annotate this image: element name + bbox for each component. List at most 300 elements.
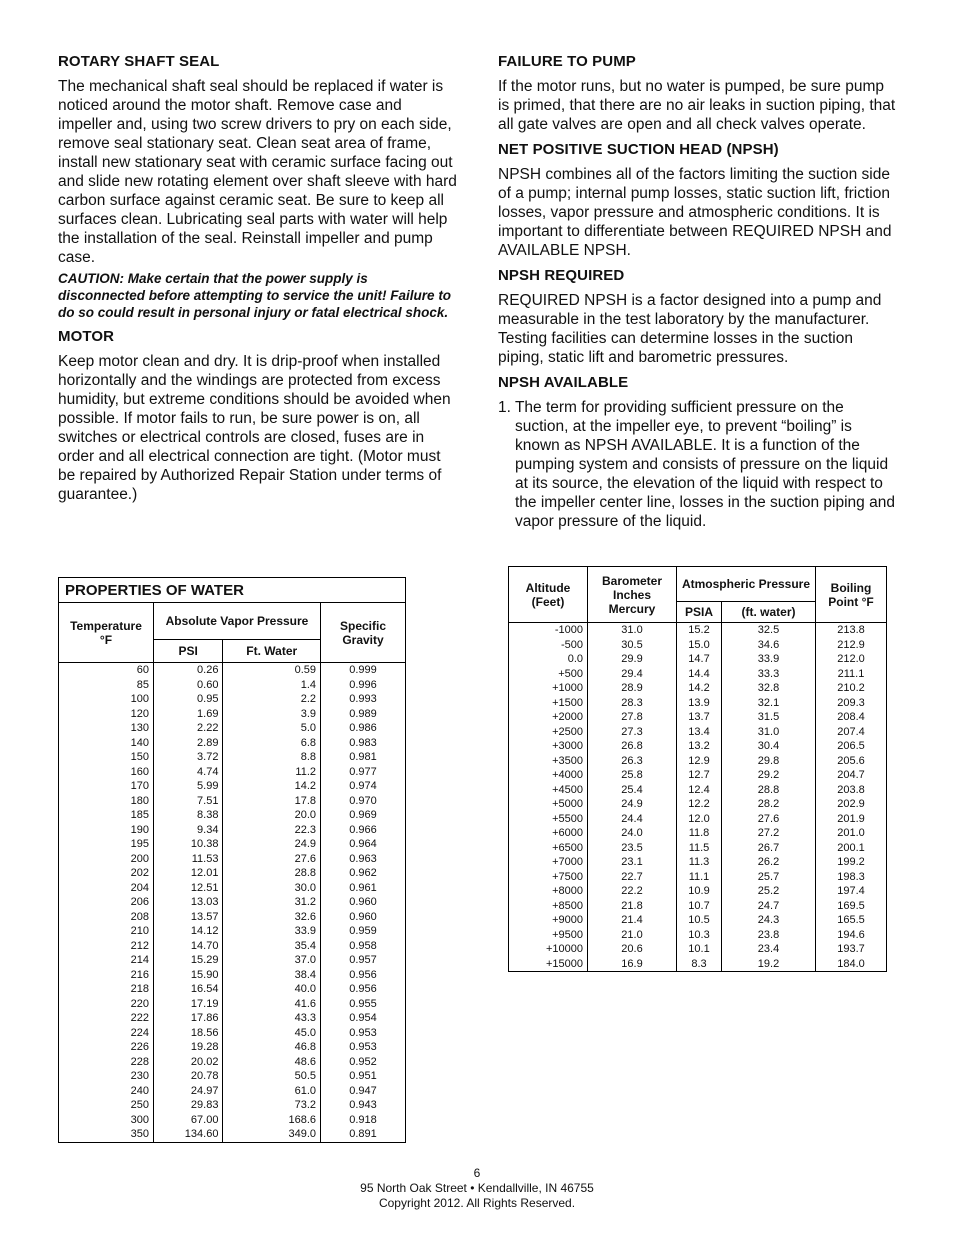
table-cell: 20.0 [223, 808, 321, 823]
failure-to-pump-text: If the motor runs, but no water is pumped, be sure pump is primed, that there are no air leaks in suction piping, that all gate valves are open and all check valves operate. [498, 78, 896, 133]
table-cell: 1.4 [223, 678, 321, 693]
table-cell: 206 [59, 895, 154, 910]
table-cell: 27.8 [588, 710, 677, 725]
table-cell: 214 [59, 953, 154, 968]
table-cell: +8000 [509, 884, 588, 899]
table-cell: 10.9 [677, 884, 722, 899]
table-cell: 0.60 [154, 678, 223, 693]
water-table-row [59, 692, 406, 707]
water-table-row [59, 750, 406, 765]
water-table-row [59, 852, 406, 867]
table-cell: 24.9 [223, 837, 321, 852]
table-cell: 12.01 [154, 866, 223, 881]
footer-address: 95 North Oak Street • Kendallville, IN 46755 [360, 1181, 594, 1195]
rotary-shaft-seal-text: The mechanical shaft seal should be replaced if water is noticed around the motor shaft. Remove case and impeller and, using two screw drivers to pry on each side, remove seal stationary seat. Clean seat area of frame, install new stationary seat with ceramic surface facing out and slide new rotating element over shaft sleeve with hard carbon surface against ceramic seat. Be sure to keep all surfaces clean. Lubricating seal parts with water will help the installation of the seal. Reinstall impeller and pump case. [58, 78, 457, 266]
altitude-table [508, 566, 887, 972]
table-cell: 10.1 [677, 942, 722, 957]
altitude-table-row [509, 739, 887, 754]
footer-copyright: Copyright 2012. All Rights Reserved. [378, 1196, 576, 1210]
table-cell: 29.2 [722, 768, 816, 783]
table-cell: 16.9 [588, 957, 677, 972]
table-cell: 67.00 [154, 1113, 223, 1128]
specific-gravity-header: Specific Gravity [321, 603, 406, 663]
atmospheric-pressure-header: Atmospheric Pressure [677, 567, 816, 602]
table-cell: 16.54 [154, 982, 223, 997]
psia-header: PSIA [677, 602, 722, 623]
table-cell: 0.956 [321, 982, 406, 997]
table-cell: 0.0 [509, 652, 588, 667]
table-cell: 0.969 [321, 808, 406, 823]
table-cell: 10.5 [677, 913, 722, 928]
table-cell: +9500 [509, 928, 588, 943]
table-cell: 14.12 [154, 924, 223, 939]
altitude-table-row [509, 870, 887, 885]
table-cell: 20.6 [588, 942, 677, 957]
table-cell: 35.4 [223, 939, 321, 954]
table-cell: 194.6 [816, 928, 887, 943]
table-cell: 19.28 [154, 1040, 223, 1055]
table-cell: 24.3 [722, 913, 816, 928]
table-cell: 197.4 [816, 884, 887, 899]
rotary-shaft-seal-heading: ROTARY SHAFT SEAL [58, 53, 220, 70]
table-cell: 73.2 [223, 1098, 321, 1113]
table-cell: 210.2 [816, 681, 887, 696]
table-cell: 61.0 [223, 1084, 321, 1099]
table-cell: 0.947 [321, 1084, 406, 1099]
table-cell: 0.59 [223, 663, 321, 678]
table-cell: 11.3 [677, 855, 722, 870]
table-cell: 31.0 [722, 725, 816, 740]
table-cell: 206.5 [816, 739, 887, 754]
table-cell: 228 [59, 1055, 154, 1070]
table-cell: 0.951 [321, 1069, 406, 1084]
table-cell: -1000 [509, 623, 588, 638]
table-cell: 26.8 [588, 739, 677, 754]
table-cell: 0.952 [321, 1055, 406, 1070]
water-table-row [59, 939, 406, 954]
table-cell: 19.2 [722, 957, 816, 972]
table-cell: +6500 [509, 841, 588, 856]
table-cell: 14.4 [677, 667, 722, 682]
table-cell: 0.989 [321, 707, 406, 722]
table-cell: 208 [59, 910, 154, 925]
table-cell: 12.2 [677, 797, 722, 812]
table-cell: 27.6 [722, 812, 816, 827]
table-cell: 27.6 [223, 852, 321, 867]
altitude-table-row [509, 710, 887, 725]
table-cell: 28.8 [223, 866, 321, 881]
table-cell: 85 [59, 678, 154, 693]
table-cell: 15.29 [154, 953, 223, 968]
table-cell: 32.8 [722, 681, 816, 696]
table-cell: 8.3 [677, 957, 722, 972]
water-table-row [59, 721, 406, 736]
water-table-row [59, 808, 406, 823]
table-cell: 14.2 [677, 681, 722, 696]
table-cell: +9000 [509, 913, 588, 928]
table-cell: 10.38 [154, 837, 223, 852]
table-cell: 14.2 [223, 779, 321, 794]
table-cell: 14.7 [677, 652, 722, 667]
table-cell: 23.8 [722, 928, 816, 943]
table-cell: 18.56 [154, 1026, 223, 1041]
table-cell: 15.2 [677, 623, 722, 638]
table-cell: 50.5 [223, 1069, 321, 1084]
table-cell: 203.8 [816, 783, 887, 798]
table-cell: 23.1 [588, 855, 677, 870]
water-table-row [59, 707, 406, 722]
table-cell: 32.5 [722, 623, 816, 638]
table-cell: +2000 [509, 710, 588, 725]
table-cell: 60 [59, 663, 154, 678]
table-cell: 14.70 [154, 939, 223, 954]
table-cell: 211.1 [816, 667, 887, 682]
water-table-row [59, 837, 406, 852]
temperature-header: Temperature °F [59, 603, 154, 663]
altitude-table-row [509, 855, 887, 870]
table-cell: 222 [59, 1011, 154, 1026]
table-cell: 0.993 [321, 692, 406, 707]
table-cell: 7.51 [154, 794, 223, 809]
table-cell: 5.0 [223, 721, 321, 736]
table-cell: 1.69 [154, 707, 223, 722]
table-cell: 40.0 [223, 982, 321, 997]
table-cell: 208.4 [816, 710, 887, 725]
table-cell: 165.5 [816, 913, 887, 928]
table-cell: 150 [59, 750, 154, 765]
table-cell: 0.956 [321, 968, 406, 983]
altitude-table-row [509, 957, 887, 972]
table-cell: 28.8 [722, 783, 816, 798]
table-cell: 12.7 [677, 768, 722, 783]
water-table-row [59, 794, 406, 809]
table-cell: 0.953 [321, 1026, 406, 1041]
table-cell: 28.9 [588, 681, 677, 696]
table-cell: 10.3 [677, 928, 722, 943]
water-table-row [59, 736, 406, 751]
table-cell: 130 [59, 721, 154, 736]
boiling-point-header: Boiling Point °F [816, 567, 887, 623]
table-cell: 9.34 [154, 823, 223, 838]
altitude-table-row [509, 928, 887, 943]
table-cell: 226 [59, 1040, 154, 1055]
ft-water-header-alt: (ft. water) [722, 602, 816, 623]
table-cell: 212.9 [816, 638, 887, 653]
table-cell: +500 [509, 667, 588, 682]
table-cell: 27.2 [722, 826, 816, 841]
table-cell: 0.963 [321, 852, 406, 867]
altitude-table-row [509, 899, 887, 914]
table-cell: 33.9 [223, 924, 321, 939]
table-cell: 201.9 [816, 812, 887, 827]
table-cell: 25.4 [588, 783, 677, 798]
table-cell: 13.4 [677, 725, 722, 740]
altitude-table-row [509, 623, 887, 638]
table-cell: 168.6 [223, 1113, 321, 1128]
table-cell: +5000 [509, 797, 588, 812]
water-table-row [59, 1098, 406, 1113]
table-cell: 13.9 [677, 696, 722, 711]
table-cell: +7000 [509, 855, 588, 870]
table-cell: 24.7 [722, 899, 816, 914]
failure-to-pump-heading: FAILURE TO PUMP [498, 53, 636, 70]
altitude-table-row [509, 768, 887, 783]
table-cell: 100 [59, 692, 154, 707]
table-cell: 3.72 [154, 750, 223, 765]
table-cell: 32.1 [722, 696, 816, 711]
table-cell: 33.3 [722, 667, 816, 682]
table-cell: 195 [59, 837, 154, 852]
barometer-header: Barometer Inches Mercury [588, 567, 677, 623]
altitude-table-row [509, 797, 887, 812]
table-cell: 12.51 [154, 881, 223, 896]
table-cell: 190 [59, 823, 154, 838]
left-column [58, 52, 458, 507]
table-cell: 28.2 [722, 797, 816, 812]
table-cell: 0.970 [321, 794, 406, 809]
table-cell: 180 [59, 794, 154, 809]
water-table-row [59, 1011, 406, 1026]
water-table-row [59, 1040, 406, 1055]
table-cell: 207.4 [816, 725, 887, 740]
table-cell: 25.2 [722, 884, 816, 899]
table-cell: 34.6 [722, 638, 816, 653]
altitude-table-row [509, 884, 887, 899]
table-cell: 28.3 [588, 696, 677, 711]
altitude-table-row [509, 725, 887, 740]
water-table-row [59, 881, 406, 896]
table-cell: 30.4 [722, 739, 816, 754]
table-cell: 43.3 [223, 1011, 321, 1026]
table-cell: 185 [59, 808, 154, 823]
altitude-table-row [509, 812, 887, 827]
table-cell: 12.0 [677, 812, 722, 827]
motor-heading: MOTOR [58, 328, 115, 345]
vapor-pressure-header: Absolute Vapor Pressure [154, 603, 321, 640]
table-cell: 17.19 [154, 997, 223, 1012]
water-table-row [59, 1084, 406, 1099]
table-cell: 22.3 [223, 823, 321, 838]
table-cell: 0.26 [154, 663, 223, 678]
table-cell: +3000 [509, 739, 588, 754]
table-cell: 200.1 [816, 841, 887, 856]
table-cell: 17.86 [154, 1011, 223, 1026]
table-cell: 5.99 [154, 779, 223, 794]
water-table-title: PROPERTIES OF WATER [59, 578, 406, 603]
psi-header: PSI [154, 640, 223, 663]
altitude-table-row [509, 913, 887, 928]
table-cell: -500 [509, 638, 588, 653]
table-cell: +15000 [509, 957, 588, 972]
altitude-header: Altitude (Feet) [509, 567, 588, 623]
table-cell: +1000 [509, 681, 588, 696]
table-cell: +2500 [509, 725, 588, 740]
npsh-available-item: 1. The term for providing sufficient pressure on the suction, at the impeller eye, to prevent “boiling” is known as NPSH AVAILABLE. It is a function of the pumping system and consists of pressure on the liquid at its source, the elevation of the liquid with respect to the impeller center line, losses in the suction piping and vapor pressure of the liquid. [498, 399, 895, 530]
table-cell: 199.2 [816, 855, 887, 870]
table-cell: 29.83 [154, 1098, 223, 1113]
table-cell: 13.7 [677, 710, 722, 725]
table-cell: 230 [59, 1069, 154, 1084]
npsh-text: NPSH combines all of the factors limiting the suction side of a pump; internal pump losses, static suction lift, friction losses, vapor pressure and atmospheric conditions. It is important to differentiate between REQUIRED NPSH and AVAILABLE NPSH. [498, 166, 892, 259]
table-cell: 0.999 [321, 663, 406, 678]
altitude-table-row [509, 681, 887, 696]
table-cell: 32.6 [223, 910, 321, 925]
table-cell: 10.7 [677, 899, 722, 914]
altitude-table-row [509, 754, 887, 769]
water-table-row [59, 910, 406, 925]
table-cell: +5500 [509, 812, 588, 827]
altitude-table-row [509, 841, 887, 856]
table-cell: 0.957 [321, 953, 406, 968]
ft-water-header: Ft. Water [223, 640, 321, 663]
table-cell: 13.2 [677, 739, 722, 754]
npsh-heading: NET POSITIVE SUCTION HEAD (NPSH) [498, 141, 779, 158]
table-cell: +7500 [509, 870, 588, 885]
water-table-row [59, 823, 406, 838]
altitude-table-row [509, 942, 887, 957]
table-cell: 0.983 [321, 736, 406, 751]
table-cell: 0.977 [321, 765, 406, 780]
table-cell: 0.974 [321, 779, 406, 794]
page-number: 6 [473, 1166, 481, 1180]
table-cell: 193.7 [816, 942, 887, 957]
table-cell: 11.1 [677, 870, 722, 885]
table-cell: 24.97 [154, 1084, 223, 1099]
table-cell: 25.8 [588, 768, 677, 783]
water-table-row [59, 663, 406, 678]
table-cell: 23.4 [722, 942, 816, 957]
table-cell: 0.986 [321, 721, 406, 736]
table-cell: 41.6 [223, 997, 321, 1012]
table-cell: 3.9 [223, 707, 321, 722]
table-cell: 0.954 [321, 1011, 406, 1026]
table-cell: 37.0 [223, 953, 321, 968]
table-cell: 33.9 [722, 652, 816, 667]
table-cell: 349.0 [223, 1127, 321, 1142]
table-cell: 21.4 [588, 913, 677, 928]
table-cell: 38.4 [223, 968, 321, 983]
table-cell: 0.964 [321, 837, 406, 852]
table-cell: 11.53 [154, 852, 223, 867]
table-cell: 24.4 [588, 812, 677, 827]
table-cell: 45.0 [223, 1026, 321, 1041]
table-cell: 24.0 [588, 826, 677, 841]
table-cell: 240 [59, 1084, 154, 1099]
table-cell: 209.3 [816, 696, 887, 711]
table-cell: 205.6 [816, 754, 887, 769]
table-cell: 160 [59, 765, 154, 780]
table-cell: 25.7 [722, 870, 816, 885]
table-cell: 12.9 [677, 754, 722, 769]
caution-text: CAUTION: Make certain that the power supply is disconnected before attempting to service the unit! Failure to do so could result in personal injury or fatal electrical shock. [58, 271, 452, 320]
water-table-row [59, 1069, 406, 1084]
table-cell: 213.8 [816, 623, 887, 638]
water-table-row [59, 678, 406, 693]
table-cell: 15.0 [677, 638, 722, 653]
table-cell: 134.60 [154, 1127, 223, 1142]
table-cell: 4.74 [154, 765, 223, 780]
table-cell: 6.8 [223, 736, 321, 751]
table-cell: +1500 [509, 696, 588, 711]
table-cell: 8.38 [154, 808, 223, 823]
table-cell: 26.3 [588, 754, 677, 769]
table-cell: 0.961 [321, 881, 406, 896]
table-cell: 218 [59, 982, 154, 997]
table-cell: 31.0 [588, 623, 677, 638]
table-cell: 0.959 [321, 924, 406, 939]
table-cell: 170 [59, 779, 154, 794]
table-cell: 24.9 [588, 797, 677, 812]
table-cell: 31.5 [722, 710, 816, 725]
altitude-table-row [509, 826, 887, 841]
table-cell: 11.8 [677, 826, 722, 841]
table-cell: 0.918 [321, 1113, 406, 1128]
table-cell: 20.78 [154, 1069, 223, 1084]
table-cell: 201.0 [816, 826, 887, 841]
table-cell: 216 [59, 968, 154, 983]
table-cell: 0.943 [321, 1098, 406, 1113]
table-cell: 250 [59, 1098, 154, 1113]
table-cell: 31.2 [223, 895, 321, 910]
table-cell: 184.0 [816, 957, 887, 972]
table-cell: 0.955 [321, 997, 406, 1012]
water-table-row [59, 866, 406, 881]
altitude-table-row [509, 783, 887, 798]
table-cell: 0.962 [321, 866, 406, 881]
table-cell: 2.22 [154, 721, 223, 736]
table-cell: 212 [59, 939, 154, 954]
table-cell: 224 [59, 1026, 154, 1041]
table-cell: 30.0 [223, 881, 321, 896]
motor-text: Keep motor clean and dry. It is drip-proof when installed horizontally and the windings are protected from excess humidity, but extreme conditions should be avoided when possible. If motor fails to run, be sure power is on, all switches or electrical controls are closed, fuses are in order and all electrical connection are tight. (Motor must be repaired by Authorized Repair Station under terms of guarantee.) [58, 353, 451, 503]
water-table-row [59, 924, 406, 939]
table-cell: 11.5 [677, 841, 722, 856]
right-column [498, 52, 898, 531]
table-cell: 8.8 [223, 750, 321, 765]
water-table-row [59, 765, 406, 780]
table-cell: 210 [59, 924, 154, 939]
table-cell: 13.57 [154, 910, 223, 925]
table-cell: 11.2 [223, 765, 321, 780]
altitude-table-row [509, 638, 887, 653]
table-cell: +3500 [509, 754, 588, 769]
water-table-row [59, 1113, 406, 1128]
table-cell: 300 [59, 1113, 154, 1128]
table-cell: +6000 [509, 826, 588, 841]
altitude-table-row [509, 696, 887, 711]
table-cell: 27.3 [588, 725, 677, 740]
table-cell: 20.02 [154, 1055, 223, 1070]
table-cell: 21.8 [588, 899, 677, 914]
table-cell: 29.8 [722, 754, 816, 769]
table-cell: 0.996 [321, 678, 406, 693]
table-cell: 15.90 [154, 968, 223, 983]
table-cell: 26.2 [722, 855, 816, 870]
table-cell: +4000 [509, 768, 588, 783]
water-table-row [59, 1055, 406, 1070]
npsh-required-heading: NPSH REQUIRED [498, 267, 625, 284]
water-table-row [59, 997, 406, 1012]
table-cell: 0.891 [321, 1127, 406, 1142]
water-table-row [59, 1026, 406, 1041]
table-cell: 26.7 [722, 841, 816, 856]
water-table-row [59, 982, 406, 997]
table-cell: 0.958 [321, 939, 406, 954]
altitude-table-row [509, 652, 887, 667]
table-cell: 29.9 [588, 652, 677, 667]
table-cell: 212.0 [816, 652, 887, 667]
altitude-table-row [509, 667, 887, 682]
